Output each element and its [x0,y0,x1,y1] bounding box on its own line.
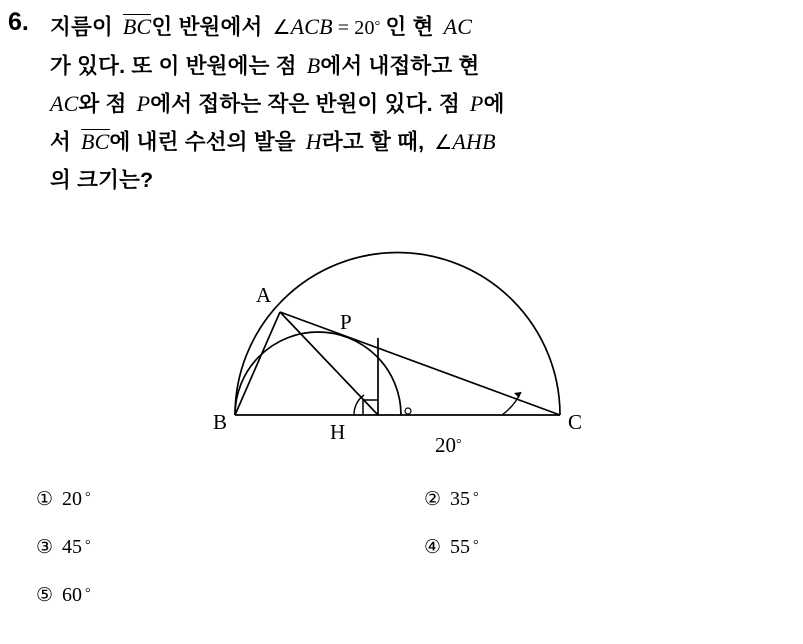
q1-equals: = [337,17,350,39]
choice-row-3 [36,584,776,632]
choice-5[interactable] [36,584,91,607]
q3-ac: AC [50,91,79,116]
question-line-5 [50,162,790,199]
choice-2-marker: ② [424,488,442,510]
choice-5-degree: ° [85,586,91,601]
choice-1[interactable] [36,488,91,511]
q2-b: B [306,53,321,78]
q1-seg2: 인 반원에서 [151,15,263,39]
question-line-2 [50,47,790,85]
choice-2-value: 35 [450,488,471,510]
q2-seg1: 가 있다. 또 이 반원에는 점 [50,54,297,78]
q1-ac: AC [443,14,473,39]
q1-degree: ° [374,19,381,34]
q2-seg2: 에서 내접하고 현 [320,54,480,78]
angle-20-value: 20 [435,433,456,457]
q4-h: H [305,129,322,154]
question-line-1 [50,8,790,47]
geometry-figure [150,245,650,465]
choice-3-marker: ③ [36,536,54,558]
choice-1-degree: ° [85,490,91,505]
label-h: H [330,420,346,444]
small-semicircle [235,332,401,415]
choice-4-marker: ④ [424,536,442,558]
q3-p2: P [469,91,484,116]
question-number: 6. [8,8,29,36]
label-c: C [568,410,583,434]
label-b: B [213,410,228,434]
q3-seg2: 에서 접하는 작은 반원이 있다. 점 [150,92,460,116]
q4-segment-bc: BC [80,129,110,154]
angle-20-degree: ° [456,437,462,452]
angle-symbol-1: ∠ [272,17,291,39]
choice-4[interactable] [424,536,479,559]
q5-seg1: 의 크기는? [50,168,154,192]
choice-1-marker: ① [36,488,54,510]
q4-ahb: AHB [452,129,496,154]
choice-3[interactable] [36,536,91,559]
segment-ab [235,312,280,415]
choice-row-2 [36,536,776,584]
choice-2[interactable] [424,488,479,511]
label-angle-20 [435,435,462,456]
choice-4-value: 55 [450,536,471,558]
q1-seg3: 인 현 [385,15,434,39]
q1-twenty: 20 [354,17,375,39]
q3-seg1: 와 점 [78,92,127,116]
q1-seg1: 지름이 [50,15,113,39]
segment-ac [280,312,560,415]
q3-seg3: 에 [483,92,505,116]
choice-5-marker: ⑤ [36,584,54,606]
q4-seg1: 서 [50,130,71,154]
question-line-4 [50,123,790,162]
label-a: A [256,283,272,307]
q4-seg3: 라고 할 때, [321,130,425,154]
q1-segment-bc: BC [122,14,152,39]
choice-2-degree: ° [473,490,479,505]
choice-5-value: 60 [62,584,83,606]
q1-acb: ACB [290,14,333,39]
angle-symbol-2: ∠ [434,132,453,154]
choice-3-degree: ° [85,538,91,553]
tangent-point-mark [405,408,411,414]
choice-3-value: 45 [62,536,83,558]
question-line-3 [50,85,790,123]
q4-seg2: 에 내린 수선의 발을 [109,130,296,154]
choice-1-value: 20 [62,488,83,510]
label-p: P [340,310,352,334]
choice-4-degree: ° [473,538,479,553]
answer-choices [36,488,776,632]
q3-p1: P [136,91,151,116]
question-text [50,8,790,199]
choice-row-1 [36,488,776,536]
